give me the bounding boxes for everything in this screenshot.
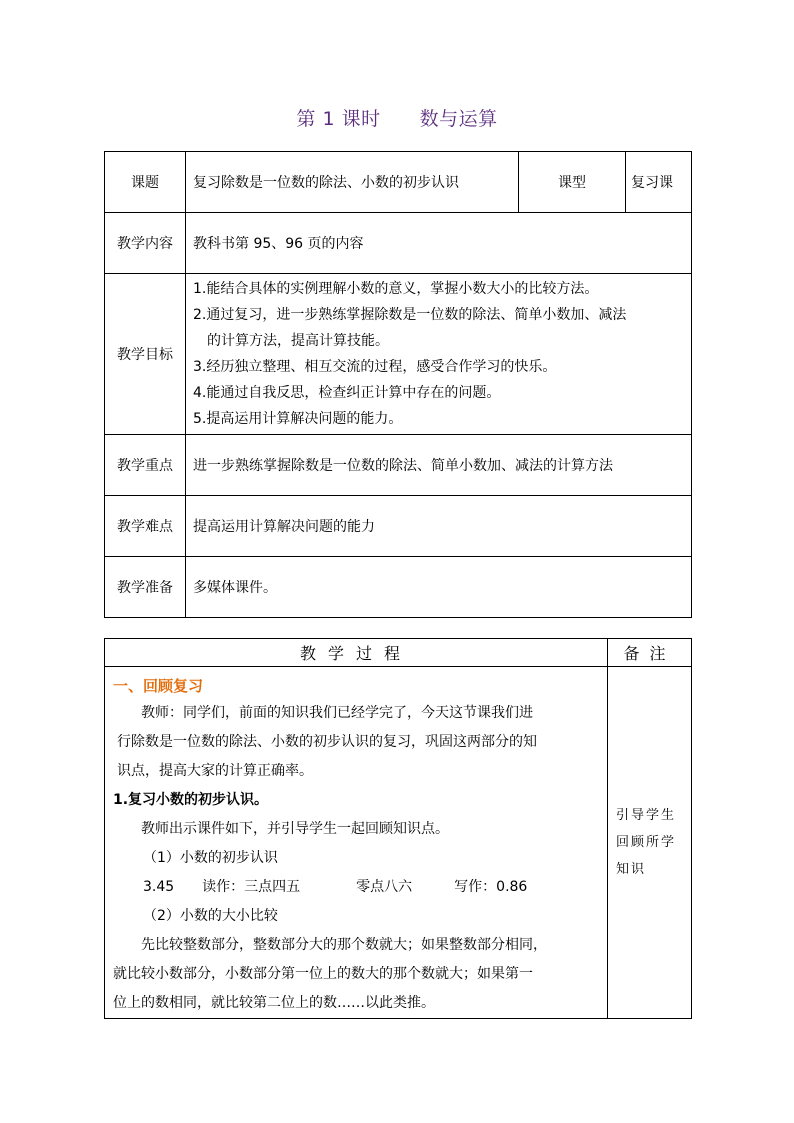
note-line: 回顾所学	[616, 835, 677, 850]
preparation-value: 多媒体课件。	[186, 557, 692, 618]
comparison-rule-line: 就比较小数部分，小数部分第一位上的数大的那个数就大；如果第一	[113, 966, 533, 982]
intro-paragraph-line: 行除数是一位数的除法、小数的初步认识的复习，巩固这两部分的知	[117, 734, 537, 750]
page-title: 第 1 课时 数与运算	[296, 108, 498, 130]
type-value: 复习课	[626, 152, 692, 213]
goals-label: 教学目标	[105, 274, 186, 435]
content-value: 教科书第 95、96 页的内容	[186, 213, 692, 274]
process-content	[105, 667, 608, 1019]
teaching-process-table	[104, 638, 692, 1019]
goal-item: 4.能通过自我反思，检查纠正计算中存在的问题。	[193, 385, 501, 401]
item-heading: （1）小数的初步认识	[143, 850, 278, 866]
lesson-info-table	[104, 151, 692, 618]
difficulty-value: 提高运用计算解决问题的能力	[186, 496, 692, 557]
type-label: 课型	[519, 152, 626, 213]
decimal-example: 3.45 读作：三点四五 零点八六 写作：0.86	[143, 879, 528, 895]
difficulty-label: 教学难点	[105, 496, 186, 557]
section-title: 一、回顾复习	[113, 677, 204, 695]
comparison-rule-line: 先比较整数部分，整数部分大的那个数就大；如果整数部分相同，	[141, 937, 547, 953]
key-points-value: 进一步熟练掌握除数是一位数的除法、简单小数加、减法的计算方法	[186, 435, 692, 496]
intro-paragraph-line: 识点，提高大家的计算正确率。	[117, 763, 313, 779]
subsection-description: 教师出示课件如下，并引导学生一起回顾知识点。	[141, 821, 449, 837]
goal-item: 5.提高运用计算解决问题的能力。	[193, 411, 403, 427]
key-points-label: 教学重点	[105, 435, 186, 496]
topic-value: 复习除数是一位数的除法、小数的初步认识	[186, 152, 519, 213]
item-heading: （2）小数的大小比较	[143, 908, 278, 924]
note-line: 引导学生	[616, 808, 677, 823]
goals-list	[186, 274, 692, 435]
subsection-heading: 1.复习小数的初步认识。	[113, 792, 269, 808]
process-header: 教学过程	[105, 639, 608, 667]
goal-item: 1.能结合具体的实例理解小数的意义，掌握小数大小的比较方法。	[193, 281, 599, 297]
goal-item: 3.经历独立整理、相互交流的过程，感受合作学习的快乐。	[193, 359, 557, 375]
intro-paragraph-line: 教师：同学们，前面的知识我们已经学完了，今天这节课我们进	[141, 705, 533, 721]
content-label: 教学内容	[105, 213, 186, 274]
notes-header: 备注	[608, 639, 692, 667]
topic-label: 课题	[105, 152, 186, 213]
goal-item: 的计算方法，提高计算技能。	[207, 333, 389, 349]
comparison-rule-line: 位上的数相同，就比较第二位上的数……以此类推。	[113, 995, 435, 1011]
note-line: 知识	[616, 862, 647, 877]
preparation-label: 教学准备	[105, 557, 186, 618]
notes-content	[608, 667, 692, 1019]
goal-item: 2.通过复习，进一步熟练掌握除数是一位数的除法、简单小数加、减法	[193, 307, 627, 323]
